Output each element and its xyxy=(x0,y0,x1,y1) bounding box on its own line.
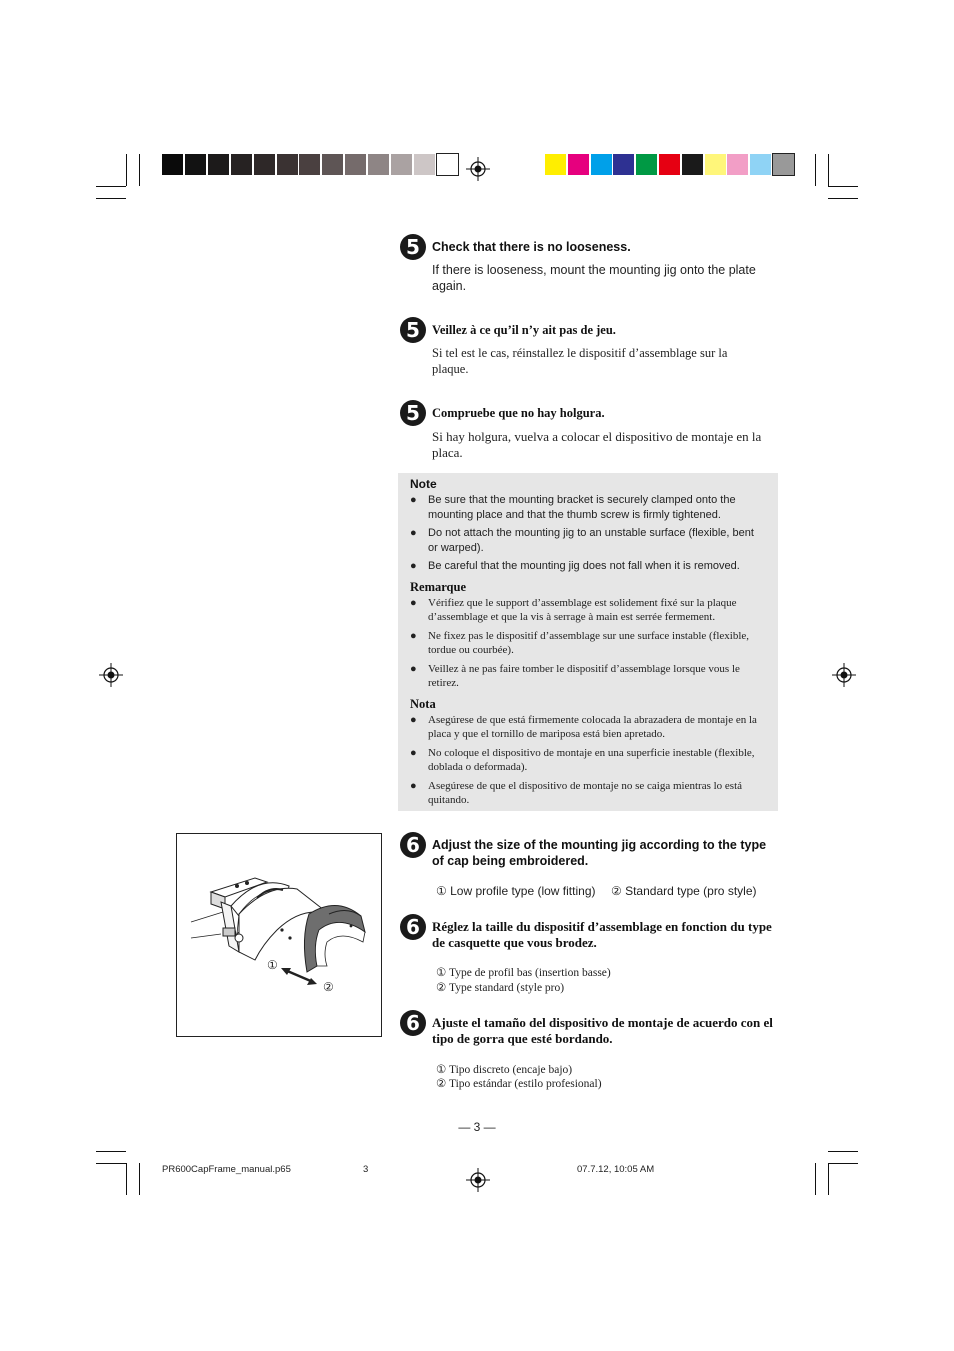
step-heading-fr: Réglez la taille du dispositif d’assemblage en fonction du type de casquette que vous brodez. xyxy=(432,919,772,950)
footer-filename: PR600CapFrame_manual.p65 xyxy=(162,1164,291,1175)
note-text: Asegúrese de que el dispositivo de montaje no se caiga mientras lo está quitando. xyxy=(428,779,743,806)
color-swatch xyxy=(545,154,566,175)
color-swatch xyxy=(391,154,412,175)
crop-mark xyxy=(828,1163,829,1195)
color-swatch xyxy=(299,154,320,175)
registration-mark-icon xyxy=(832,663,856,687)
note-list-item xyxy=(410,493,765,522)
color-swatch xyxy=(437,154,458,175)
note-text: Vérifiez que le support d’assemblage est solidement fixé sur la plaque d’assemblage et que la vis à serrage à main est serrée fermement. xyxy=(428,596,737,623)
step-heading-es: Ajuste el tamaño del dispositivo de montaje de acuerdo con el tipo de gorra que esté bordando. xyxy=(432,1015,773,1046)
color-swatch xyxy=(254,154,275,175)
bullet-icon: ● xyxy=(410,629,417,642)
color-swatch xyxy=(368,154,389,175)
step-heading-en: Adjust the size of the mounting jig according to the type of cap being embroidered. xyxy=(432,838,767,868)
color-swatch xyxy=(613,154,634,175)
color-swatch xyxy=(322,154,343,175)
step-number-badge: 5 xyxy=(400,234,426,260)
crop-mark xyxy=(828,154,829,186)
registration-mark-icon xyxy=(466,157,490,181)
crop-mark xyxy=(126,1163,127,1195)
crop-mark xyxy=(96,1151,126,1152)
footer-page: 3 xyxy=(363,1164,369,1175)
bullet-icon: ● xyxy=(410,527,417,539)
bullet-icon: ● xyxy=(410,662,417,675)
bullet-icon: ● xyxy=(410,779,417,792)
figure-label-2: ② xyxy=(323,980,334,994)
note-title-en: Note xyxy=(410,477,437,491)
color-swatch xyxy=(414,154,435,175)
color-swatch xyxy=(727,154,748,175)
footer-timestamp: 07.7.12, 10:05 AM xyxy=(577,1164,655,1175)
step-number-badge: 6 xyxy=(400,832,426,858)
color-swatch xyxy=(705,154,726,175)
step-heading-es: Compruebe que no hay holgura. xyxy=(432,406,605,420)
note-list-item xyxy=(410,526,765,555)
cap-frame-illustration xyxy=(176,833,382,1037)
option-1-fr: ① Type de profil bas (insertion basse) xyxy=(436,967,611,979)
note-list-item xyxy=(410,746,765,775)
color-swatch xyxy=(682,154,703,175)
crop-mark xyxy=(828,1151,858,1152)
step-body-fr: Si tel est le cas, réinstallez le dispositif d’assemblage sur la plaque. xyxy=(432,346,728,376)
note-list-item xyxy=(410,559,765,574)
note-text: No coloque el dispositivo de montaje en una superficie inestable (flexible, doblada o deformada). xyxy=(428,746,755,773)
color-swatch xyxy=(591,154,612,175)
option-2-en: ② Standard type (pro style) xyxy=(611,884,757,898)
crop-mark xyxy=(96,1163,126,1164)
step-number-badge: 6 xyxy=(400,914,426,940)
bullet-icon: ● xyxy=(410,560,417,572)
color-swatch xyxy=(773,154,794,175)
crop-mark xyxy=(139,154,140,186)
color-swatch xyxy=(345,154,366,175)
note-list-item xyxy=(410,779,765,808)
color-swatch xyxy=(568,154,589,175)
color-swatch xyxy=(231,154,252,175)
registration-mark-icon xyxy=(99,663,123,687)
note-text: Be careful that the mounting jig does not fall when it is removed. xyxy=(428,560,740,572)
mounting-jig-drawing xyxy=(177,834,381,1036)
step-body-en: If there is looseness, mount the mounting jig onto the plate again. xyxy=(432,263,756,293)
crop-mark xyxy=(828,1163,858,1164)
note-list-item xyxy=(410,596,765,625)
note-text: Be sure that the mounting bracket is securely clamped onto the mounting place and that the thumb screw is firmly tightened. xyxy=(428,494,736,521)
crop-mark xyxy=(126,154,127,186)
note-text: Do not attach the mounting jig to an unstable surface (flexible, bent or warped). xyxy=(428,527,754,554)
note-box xyxy=(398,473,778,811)
note-text: Ne fixez pas le dispositif d’assemblage sur une surface instable (flexible, tordue ou courbée). xyxy=(428,629,750,656)
step-heading-fr: Veillez à ce qu’il n’y ait pas de jeu. xyxy=(432,323,616,337)
note-list-item xyxy=(410,713,765,742)
note-list-item xyxy=(410,629,765,658)
crop-mark xyxy=(828,198,858,199)
page-number: — 3 — xyxy=(458,1120,496,1134)
color-swatch xyxy=(185,154,206,175)
step-number-badge: 5 xyxy=(400,400,426,426)
registration-mark-icon xyxy=(466,1168,490,1192)
color-swatch xyxy=(750,154,771,175)
note-title-fr: Remarque xyxy=(410,579,467,594)
note-list-item xyxy=(410,662,765,691)
color-swatch xyxy=(208,154,229,175)
step-number-badge: 6 xyxy=(400,1010,426,1036)
option-1-es: ① Tipo discreto (encaje bajo) xyxy=(436,1064,573,1076)
crop-mark xyxy=(96,186,126,187)
option-2-es: ② Tipo estándar (estilo profesional) xyxy=(436,1078,602,1090)
bullet-icon: ● xyxy=(410,596,417,609)
bullet-icon: ● xyxy=(410,713,417,726)
color-swatch xyxy=(162,154,183,175)
note-title-es: Nota xyxy=(410,696,436,711)
color-swatch xyxy=(659,154,680,175)
note-text: Veillez à ne pas faire tomber le dispositif d’assemblage lorsque vous le retirez. xyxy=(428,662,740,689)
step-body-es: Si hay holgura, vuelva a colocar el dispositivo de montaje en la placa. xyxy=(432,429,762,460)
crop-mark xyxy=(96,198,126,199)
color-swatch xyxy=(277,154,298,175)
option-2-fr: ② Type standard (style pro) xyxy=(436,982,565,994)
figure-label-1: ① xyxy=(267,958,278,972)
bullet-icon: ● xyxy=(410,494,417,506)
crop-mark xyxy=(139,1163,140,1195)
step-heading-en: Check that there is no looseness. xyxy=(432,240,631,254)
note-text: Asegúrese de que está firmemente colocada la abrazadera de montaje en la placa y que el tornillo de mariposa está bien apretado. xyxy=(428,713,757,740)
crop-mark xyxy=(815,1163,816,1195)
color-swatch xyxy=(636,154,657,175)
crop-mark xyxy=(815,154,816,186)
step-number-badge: 5 xyxy=(400,317,426,343)
crop-mark xyxy=(828,186,858,187)
option-1-en: ① Low profile type (low fitting) xyxy=(436,884,596,898)
bullet-icon: ● xyxy=(410,746,417,759)
